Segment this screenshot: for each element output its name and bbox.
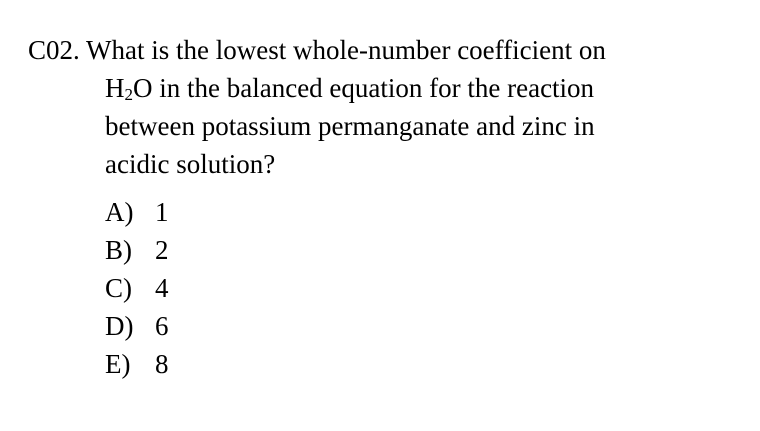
option-letter: E) [105,349,131,379]
option-value: 6 [155,311,169,341]
option-value: 4 [155,273,169,303]
formula-subscript: 2 [124,85,133,104]
question-text-line-3: between potassium permanganate and zinc in [105,111,595,141]
option-value: 2 [155,235,169,265]
question-continuation [28,69,738,183]
question-first-line [28,31,738,69]
question-block [28,31,738,183]
option-b[interactable] [105,231,169,269]
question-text-line-4: acidic solution? [105,149,276,179]
option-value: 8 [155,349,169,379]
formula-h: H [105,73,125,103]
formula-o: O [133,73,153,103]
option-letter: A) [105,197,134,227]
question-number: C02. [28,35,80,65]
option-e[interactable] [105,345,169,383]
option-c[interactable] [105,269,169,307]
option-d[interactable] [105,307,169,345]
answer-options [105,193,169,383]
question-text-line-1: What is the lowest whole-number coefficient on [86,35,606,65]
question-text-line-2 [105,69,738,107]
question-text-line-2-rest: in the balanced equation for the reaction [152,73,595,103]
option-letter: C) [105,273,132,303]
option-a[interactable] [105,193,169,231]
option-letter: B) [105,235,132,265]
option-value: 1 [155,197,169,227]
option-letter: D) [105,311,134,341]
